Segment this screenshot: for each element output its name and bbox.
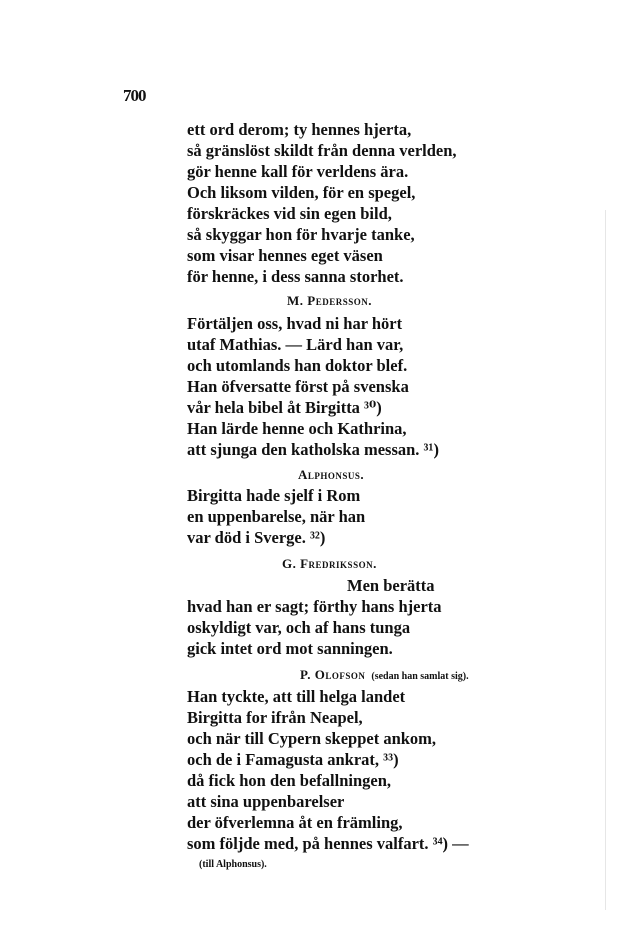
speaker-name: G. Fredriksson. [282,556,377,571]
verse-line: Förtäljen oss, hvad ni har hört [187,314,403,333]
verse-line: som visar hennes eget väsen [187,246,383,265]
verse-line: Birgitta for ifrån Neapel, [187,708,363,727]
verse-line: gör henne kall för verldens ära. [187,162,409,181]
verse-line: för henne, i dess sanna storhet. [187,267,404,286]
stage-direction: (sedan han samlat sig). [371,671,469,682]
verse-line: gick intet ord mot sanningen. [187,639,393,658]
verse-line: så gränslöst skildt från denna verlden, [187,141,457,160]
verse-line: vår hela bibel åt Birgitta ³⁰) [187,398,382,417]
verse-line: hvad han er sagt; förthy hans hjerta [187,597,442,616]
verse-line: Han öfversatte först på svenska [187,377,409,396]
verse-line: Och liksom vilden, för en spegel, [187,183,416,202]
verse-line: att sina uppenbarelser [187,792,345,811]
verse-line: och utomlands han doktor blef. [187,356,408,375]
verse-line: Han tyckte, att till helga landet [187,687,406,706]
verse-line: som följde med, på hennes valfart. ³⁴) — [187,834,469,853]
verse-line: utaf Mathias. — Lärd han var, [187,335,404,354]
verse-line: då fick hon den befallningen, [187,771,392,790]
verse-line: ett ord derom; ty hennes hjerta, [187,120,412,139]
stage-direction: (till Alphonsus). [199,859,267,870]
verse-line: der öfverlemna åt en främling, [187,813,403,832]
speaker-label: P. Olofson [300,667,366,682]
speaker-name [300,667,469,683]
verse-line: var död i Sverge. ³²) [187,528,326,547]
verse-line: förskräckes vid sin egen bild, [187,204,392,223]
verse-line: och de i Famagusta ankrat, ³³) [187,750,399,769]
speaker-name: Alphonsus. [298,467,365,482]
page-edge-line [605,210,606,910]
verse-line: att sjunga den katholska messan. ³¹) [187,440,439,459]
verse-line: så skyggar hon för hvarje tanke, [187,225,415,244]
verse-line: Birgitta hade sjelf i Rom [187,486,361,505]
verse-line: Men berätta [347,576,435,595]
verse-line: en uppenbarelse, när han [187,507,366,526]
verse-line: och när till Cypern skeppet ankom, [187,729,437,748]
verse-line: oskyldigt var, och af hans tunga [187,618,411,637]
verse-line: Han lärde henne och Kathrina, [187,419,407,438]
speaker-name: M. Pedersson. [287,293,372,308]
page-number: 700 [123,86,146,105]
